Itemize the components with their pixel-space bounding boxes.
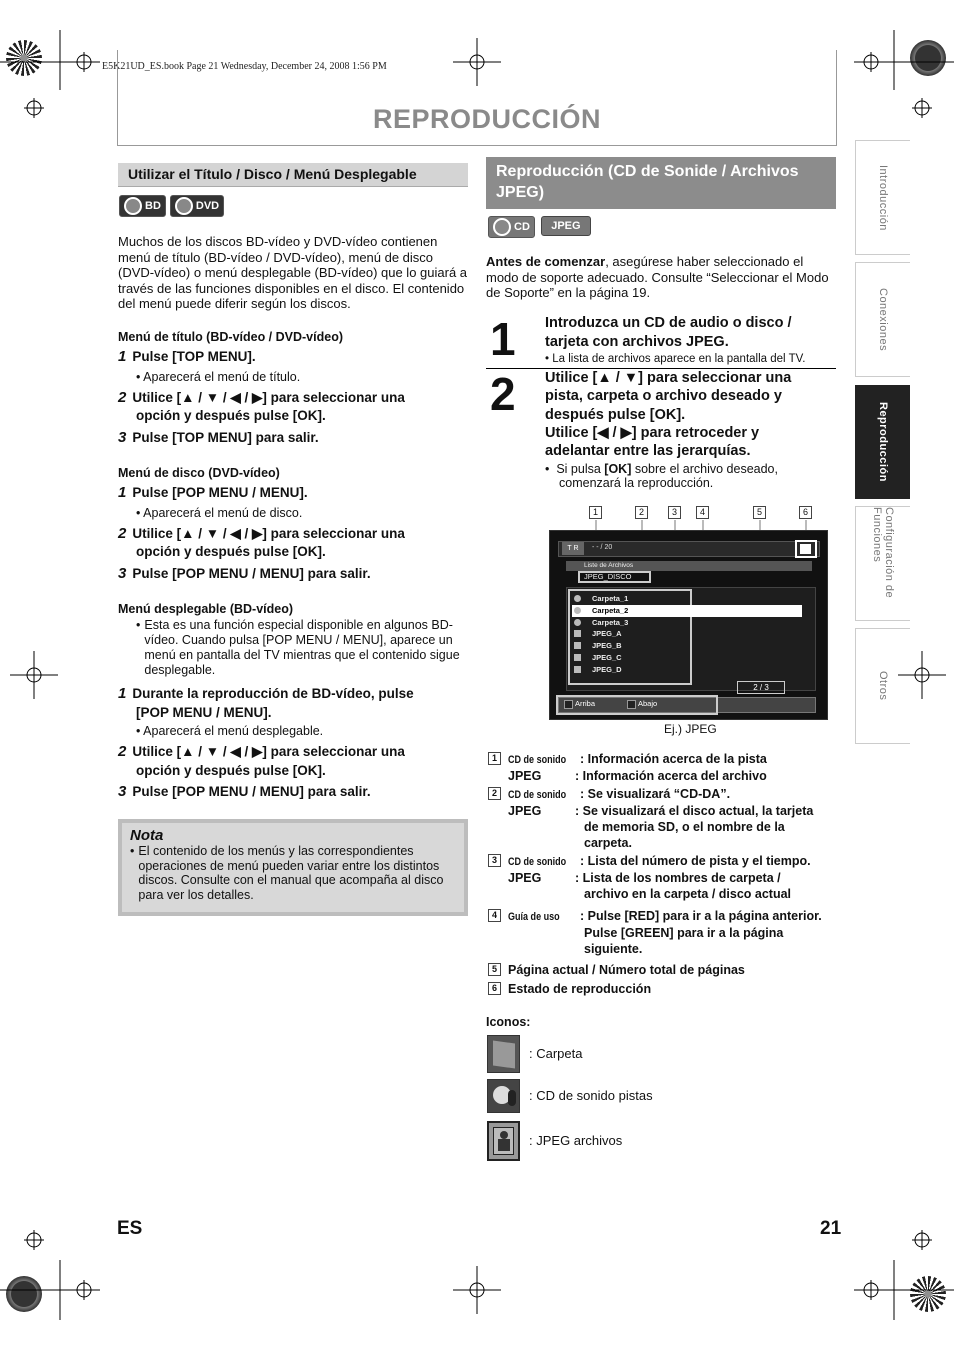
file-list-item[interactable] — [572, 628, 802, 640]
callout-number: 6 — [488, 982, 501, 995]
desc-key: JPEG — [508, 871, 542, 885]
menu-desplegable-heading: Menú desplegable (BD-vídeo) — [118, 602, 294, 616]
picture-icon — [574, 654, 581, 661]
bullet: • Aparecerá el menú desplegable. — [136, 724, 324, 738]
nota-text: El contenido de los menús y las correspondientes operaciones de menú pueden variar entre los distintos discos. Consulte con el manual que acompaña al disco para ver los detalles. — [138, 844, 444, 902]
file-name: JPEG_D — [592, 664, 622, 674]
stop-status-icon — [800, 544, 811, 554]
media-badges — [488, 216, 591, 238]
cd-badge: CD — [488, 216, 535, 238]
step-text: Durante la reproducción de BD-vídeo, pulse — [132, 686, 414, 701]
callout-description: 1 CD de sonido : Información acerca de la pista JPEG : Información acerca del archivo — [488, 751, 838, 784]
folder-icon — [574, 595, 581, 602]
file-list-item[interactable] — [572, 640, 802, 652]
step-text: Pulse [TOP MENU] para salir. — [132, 430, 319, 445]
step-text: Utilice [◀ / ▶] para retroceder y — [545, 425, 760, 441]
desc-value: Pulse [RED] para ir a la página anterior. — [587, 909, 822, 923]
picture-icon — [574, 630, 581, 637]
down-label: Abajo — [638, 699, 658, 708]
step-text: opción y después pulse [OK]. — [136, 544, 326, 559]
desc-label: Página actual / Número total de páginas — [508, 963, 745, 977]
desc-value: Información acerca del archivo — [582, 769, 767, 783]
bullet-cont: comenzará la reproducción. — [559, 476, 714, 490]
bullet: • Aparecerá el menú de título. — [136, 370, 301, 384]
callout-number: 5 — [488, 963, 501, 976]
picture-icon — [574, 642, 581, 649]
step-number: 1 — [490, 313, 516, 365]
desc-value: carpeta. — [584, 836, 632, 850]
file-name: JPEG_A — [592, 629, 622, 639]
bullet: • Aparecerá el menú de disco. — [136, 506, 303, 520]
file-name: Carpeta_2 — [592, 605, 629, 615]
step-text: Utilice [▲ / ▼ / ◀ / ▶] para seleccionar una — [132, 744, 405, 759]
desc-value: siguiente. — [584, 942, 643, 956]
red-button-icon — [564, 700, 573, 709]
callout-description: 3 CD de sonido : Lista del número de pista y el tiempo. JPEG : Lista de los nombres de carpeta / archivo en la carpeta / disco actual — [488, 853, 838, 902]
step-text: Pulse [TOP MENU]. — [132, 349, 256, 364]
icon-label-audio: : CD de sonido pistas — [529, 1088, 653, 1103]
desc-key: Guía de uso — [508, 911, 560, 923]
step-text: opción y después pulse [OK]. — [136, 763, 326, 778]
step-text: adelantar entre las jerarquías. — [545, 443, 751, 459]
screen-caption: Ej.) JPEG — [664, 722, 717, 736]
icons-heading: Iconos: — [486, 1015, 531, 1029]
file-name: JPEG_C — [592, 652, 622, 662]
tv-screen-example — [549, 530, 828, 720]
menu-disco-heading: Menú de disco (DVD-vídeo) — [118, 466, 280, 480]
bd-video-badge: BD — [119, 195, 166, 217]
desc-key: CD de sonido — [508, 789, 567, 801]
up-label: Arriba — [575, 699, 596, 708]
desc-label: Estado de reproducción — [508, 982, 652, 996]
page-indicator: 2 / 3 — [737, 681, 785, 694]
nota-heading: Nota — [130, 827, 164, 844]
bullet: • Si pulsa [OK] sobre el archivo deseado, — [545, 462, 778, 476]
page-title: REPRODUCCIÓN — [372, 104, 601, 134]
desc-value: Pulse [GREEN] para ir a la página — [584, 926, 784, 940]
step-text: Pulse [POP MENU / MENU] para salir. — [132, 566, 371, 581]
file-name: JPEG_B — [592, 641, 622, 651]
step-text: Pulse [POP MENU / MENU] para salir. — [132, 784, 371, 799]
tr-indicator: T R — [562, 542, 584, 555]
callout-description — [488, 981, 838, 997]
desc-key: CD de sonido — [508, 754, 567, 766]
step-text: [POP MENU / MENU]. — [136, 705, 272, 720]
desc-value: archivo en la carpeta / disco actual — [584, 887, 792, 901]
step-text: tarjeta con archivos JPEG. — [545, 334, 729, 350]
callout-1: 1 — [589, 506, 602, 519]
step-text: Utilice [▲ / ▼] para seleccionar una — [545, 370, 792, 386]
nota-box: Nota • El contenido de los menús y las correspondientes operaciones de menú pueden variar entre los distintos discos. Consulte con el manual que acompaña al disco para ver los detalles. — [118, 819, 468, 916]
step-text: opción y después pulse [OK]. — [136, 408, 326, 423]
section-title-playback: Reproducción (CD de Sonide / Archivos JPEG) — [486, 157, 836, 209]
desc-key: CD de sonido — [508, 856, 567, 868]
tab-introduccion[interactable]: Introducción — [855, 140, 910, 255]
folder-name: JPEG_DISCO — [578, 571, 651, 583]
icon-label-jpeg: : JPEG archivos — [529, 1133, 623, 1148]
callout-number: 3 — [488, 854, 501, 867]
picture-icon — [574, 666, 581, 673]
tab-reproduccion[interactable]: Reproducción — [855, 385, 910, 499]
callout-number: 2 — [488, 787, 501, 800]
folder-icon — [574, 607, 581, 614]
tab-conexiones[interactable]: Conexiones — [855, 262, 910, 377]
step-text: Utilice [▲ / ▼ / ◀ / ▶] para seleccionar una — [132, 390, 405, 405]
file-list-item[interactable] — [572, 593, 802, 605]
callout-number: 1 — [488, 752, 501, 765]
track-counter: - - / 20 — [592, 544, 613, 551]
before-start-paragraph: Antes de comenzar, asegúrese haber seleccionado el modo de soporte adecuado. Consulte “Seleccionar el Modo de Soporte” en la página 19. — [486, 254, 829, 300]
desc-value: Información acerca de la pista — [587, 752, 767, 766]
tab-otros[interactable]: Otros — [855, 628, 910, 744]
file-name: Carpeta_1 — [592, 594, 629, 603]
callout-5: 5 — [753, 506, 766, 519]
bullet: • La lista de archivos aparece en la pantalla del TV. — [545, 353, 806, 365]
step-number: 2 — [490, 368, 516, 420]
picture-icon — [487, 1121, 520, 1161]
language-code: ES — [117, 1218, 143, 1239]
desc-value: Se visualizará “CD-DA”. — [587, 787, 731, 801]
desc-value: Lista del número de pista y el tiempo. — [587, 854, 811, 868]
desc-value: Lista de los nombres de carpeta / — [582, 871, 781, 885]
intro-paragraph: Muchos de los discos BD-vídeo y DVD-vídeo contienen menú de título (BD-vídeo / DVD-vídeo), menú de disco (DVD-vídeo) o menú desplegable (BD-vídeo) que lo guiará a través de las funciones disponibles en el disco. El contenido del menú puede diferir según los discos. — [118, 234, 468, 311]
callout-description: 4 Guía de uso : Pulse [RED] para ir a la página anterior. Pulse [GREEN] para ir a la página siguiente. — [488, 908, 838, 957]
callout-2: 2 — [635, 506, 648, 519]
dvd-video-badge: DVD — [170, 195, 224, 217]
folder-icon — [574, 619, 581, 626]
disc-badges — [119, 195, 224, 217]
file-list-item[interactable] — [572, 617, 802, 629]
file-name: Carpeta_3 — [592, 617, 629, 627]
music-note-icon — [487, 1079, 520, 1113]
desc-key: JPEG — [508, 769, 542, 783]
print-metadata: E5K21UD_ES.book Page 21 Wednesday, December 24, 2008 1:56 PM — [102, 61, 387, 72]
disc-icon — [124, 197, 142, 215]
menu-titulo-heading: Menú de título (BD-vídeo / DVD-vídeo) — [118, 330, 343, 344]
disc-icon — [175, 197, 193, 215]
callout-4: 4 — [696, 506, 709, 519]
desc-value: Se visualizará el disco actual, la tarjeta — [582, 804, 814, 818]
step-text: después pulse [OK]. — [545, 407, 686, 423]
folder-icon — [487, 1035, 520, 1073]
desc-value: de memoria SD, o el nombre de la — [584, 820, 785, 834]
tab-configuracion[interactable]: Configuración de Funciones — [855, 506, 910, 621]
file-list — [572, 593, 802, 676]
section-title-menus: Utilizar el Título / Disco / Menú Desplegable — [118, 163, 468, 187]
step-text: pista, carpeta o archivo deseado y — [545, 388, 782, 404]
callout-6: 6 — [799, 506, 812, 519]
page-number: 21 — [820, 1218, 842, 1239]
file-list-item[interactable] — [572, 652, 802, 664]
callout-number: 4 — [488, 909, 501, 922]
bullet: • Esta es una función especial disponible en algunos BD-vídeo. Cuando pulsa [POP MENU / MENU], aparece un menú en pantalla del TV mientras que el contenido sigue desplegable. — [136, 618, 460, 677]
step-text: Introduzca un CD de audio o disco / — [545, 315, 792, 331]
icon-label-folder: : Carpeta — [529, 1046, 583, 1061]
callout-description — [488, 962, 838, 978]
file-list-item[interactable] — [572, 664, 802, 676]
disc-icon — [493, 218, 511, 236]
green-button-icon — [627, 700, 636, 709]
desc-key: JPEG — [508, 804, 542, 818]
file-list-item[interactable] — [572, 605, 802, 617]
callout-description: 2 CD de sonido : Se visualizará “CD-DA”. JPEG : Se visualizará el disco actual, la tarjeta de memoria SD, o el nombre de la carpeta. — [488, 786, 838, 851]
step-text: Utilice [▲ / ▼ / ◀ / ▶] para seleccionar una — [132, 526, 405, 541]
jpeg-badge: JPEG — [541, 216, 591, 236]
step-text: Pulse [POP MENU / MENU]. — [132, 485, 308, 500]
list-title: Liste de Archivos — [566, 561, 812, 571]
callout-3: 3 — [668, 506, 681, 519]
